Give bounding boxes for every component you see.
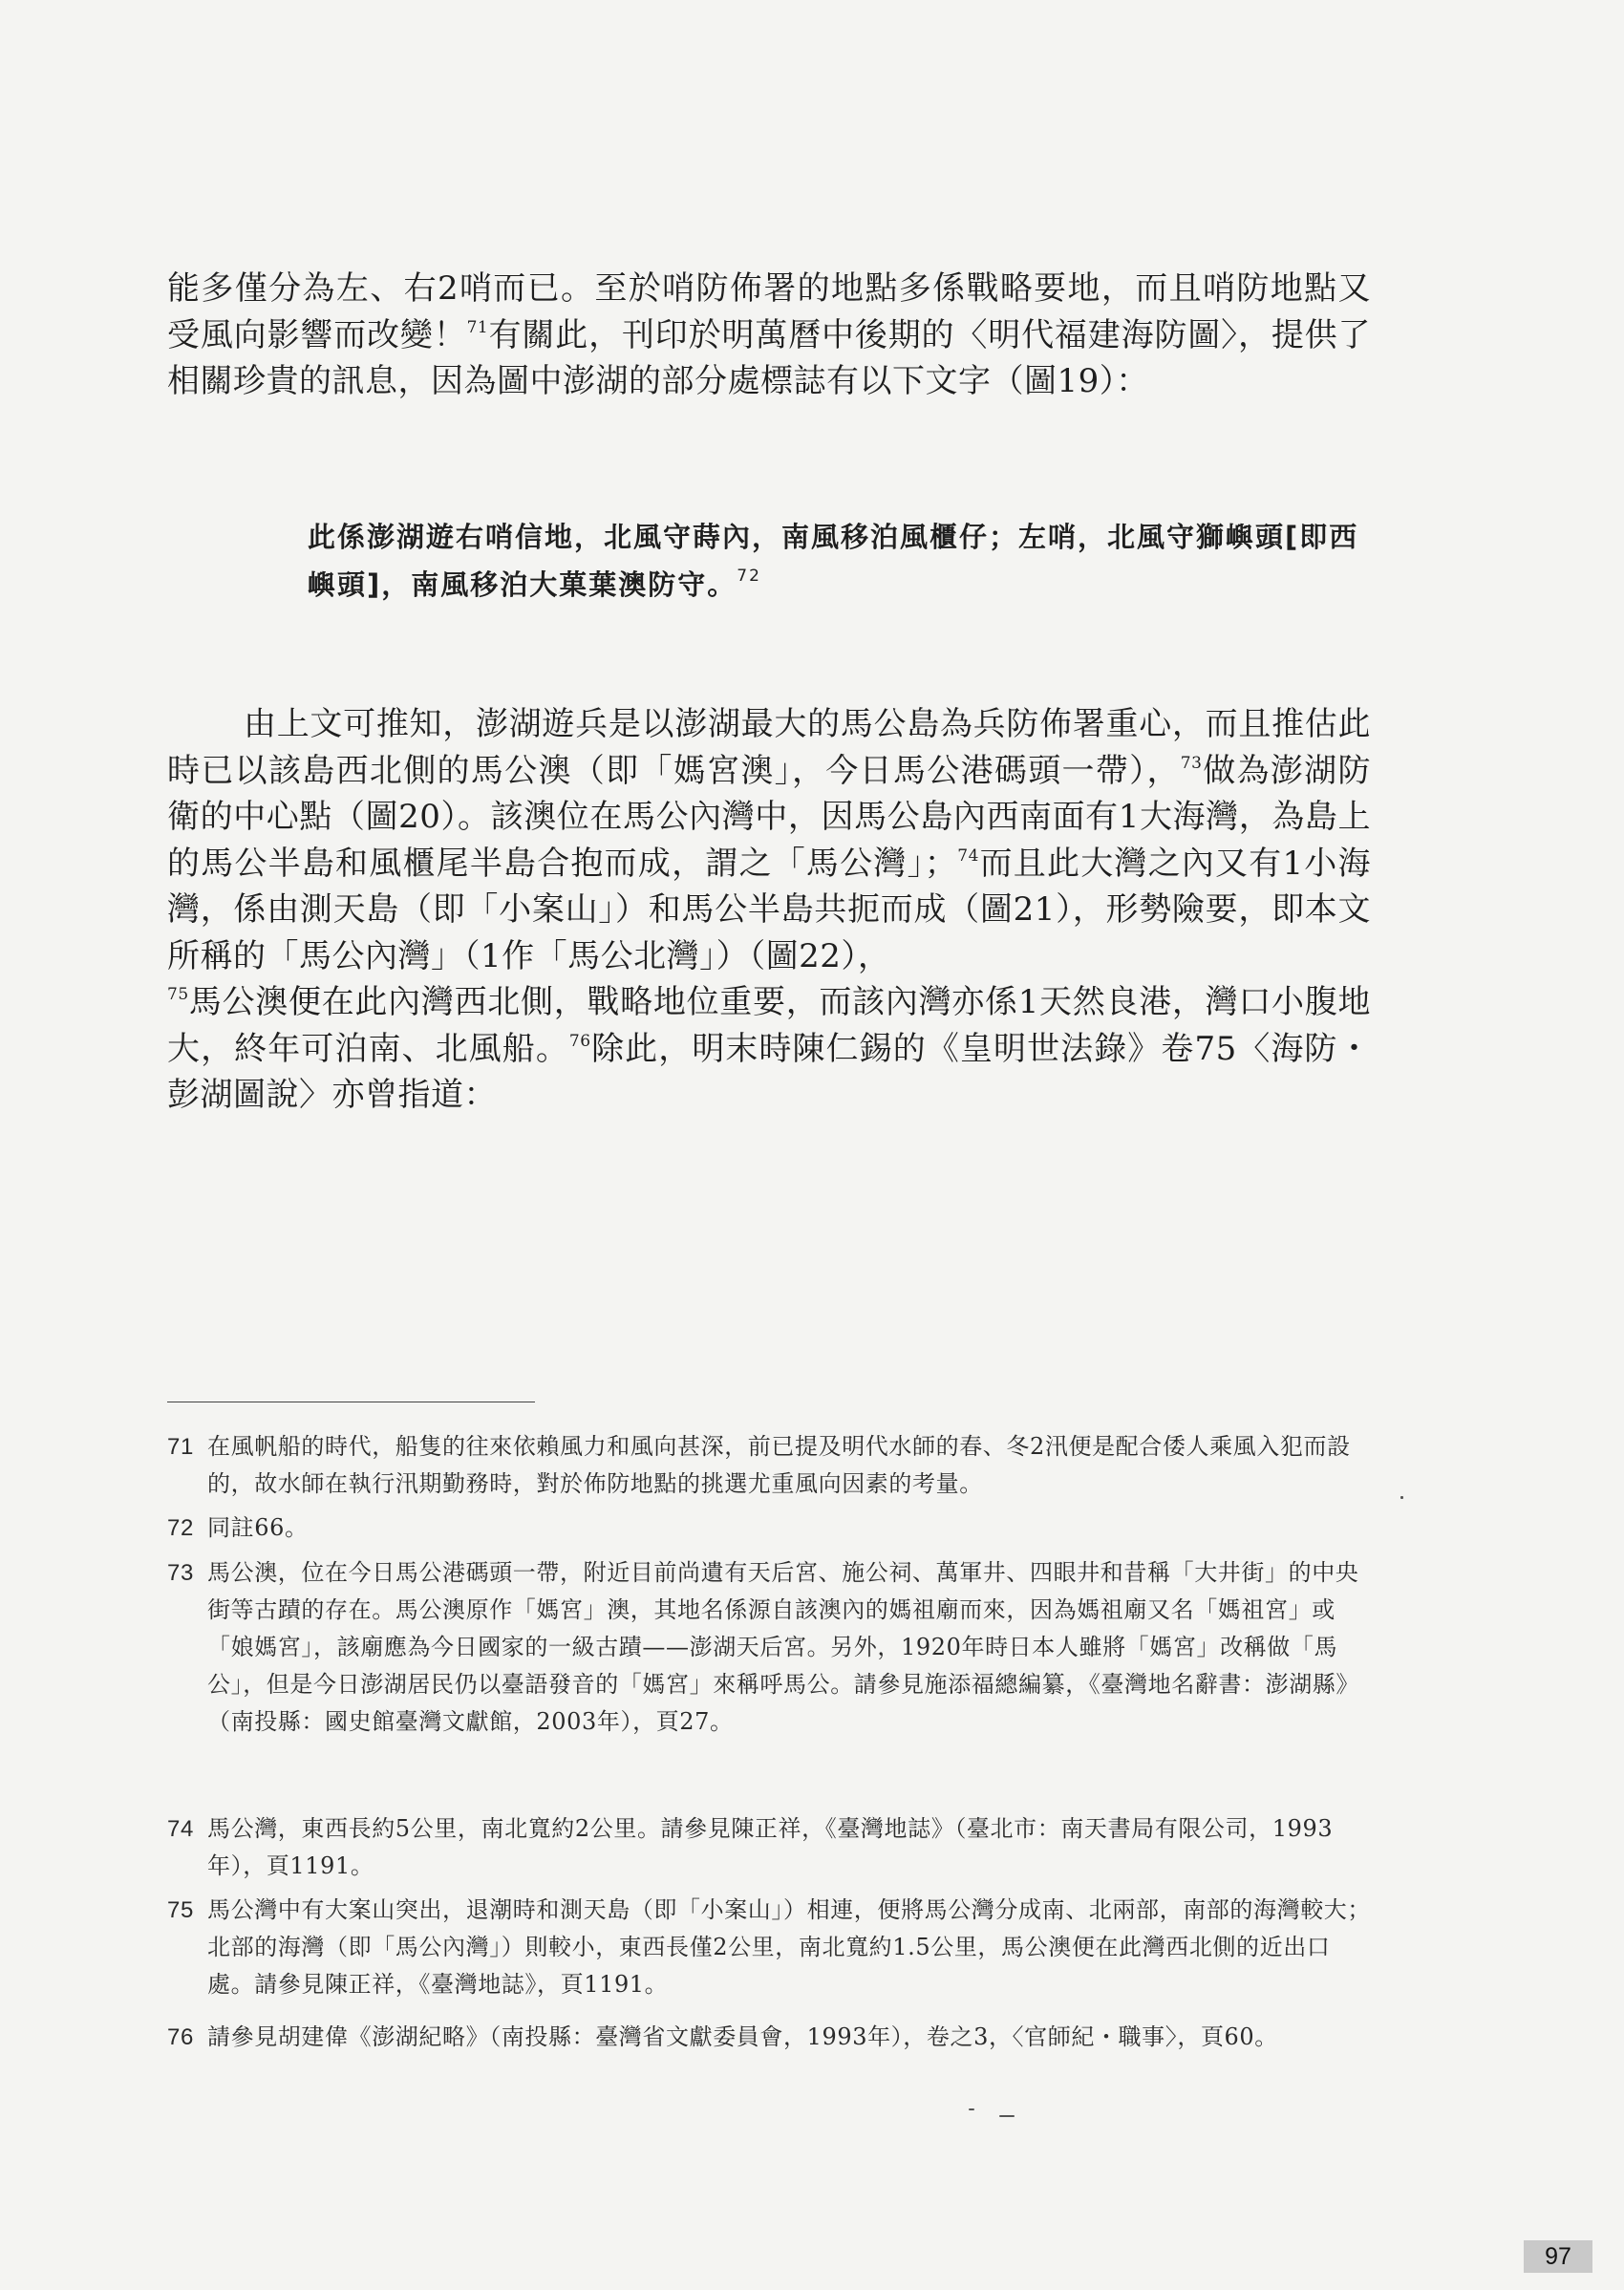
footnote-ref-76[interactable]: 76 (568, 1031, 591, 1051)
paragraph-text: 做為澎湖防衛的中心點（圖20）。該澳位在馬公內灣中，因馬公島內西南面有1大海灣，為島上的馬公半島和風櫃尾半島合抱而成，謂之「馬公灣」； (167, 751, 1371, 883)
quote-text: 此係澎湖遊右哨信地，北風守蒔內，南風移泊風櫃仔；左哨，北風守獅嶼頭[即西嶼頭]，南風移泊大菓葉澳防守。 (308, 521, 1359, 601)
footnote-text: 馬公澳，位在今日馬公港碼頭一帶，附近目前尚遺有天后宮、施公祠、萬軍井、四眼井和昔稱「大井街」的中央街等古蹟的存在。馬公澳原作「媽宮」澳，其地名係源自該澳內的媽祖廟而來，因為媽祖廟又名「媽祖宮」或「娘媽宮」，該廟應為今日國家的一級古蹟——澎湖天后宮。另外，1920年時日本人雖將「媽宮」改稱做「馬公」，但是今日澎湖居民仍以臺語發音的「媽宮」來稱呼馬公。請參見施添福總編纂，《臺灣地名辭書：澎湖縣》（南投縣：國史館臺灣文獻館，2003年），頁27。 (207, 1559, 1359, 1735)
scan-speck (999, 2115, 1015, 2117)
footnote-71 (167, 1428, 1376, 1503)
footnote-73 (167, 1554, 1376, 1741)
footnote-ref-73[interactable]: 73 (1180, 753, 1203, 773)
footnote-ref-74[interactable]: 74 (957, 845, 979, 866)
paragraph-text: 除此，明末時陳仁錫的《皇明世法錄》卷75〈海防・彭湖圖說〉亦曾指道： (167, 1029, 1371, 1114)
footnote-ref-71[interactable]: 71 (466, 317, 489, 337)
footnote-number: 74 (167, 1816, 194, 1842)
footnote-text: 馬公灣中有大案山突出，退潮時和測天島（即「小案山」）相連，便將馬公灣分成南、北兩部，南部的海灣較大；北部的海灣（即「馬公內灣」）則較小，東西長僅2公里，南北寬約1.5公里，馬公澳便在此灣西北側的近出口處。請參見陳正祥，《臺灣地誌》，頁1191。 (207, 1896, 1371, 1998)
paragraph-text: 能多僅分為左、右2哨而已。至於哨防佈署的地點多係戰略要地，而且哨防地點又受風向影響而改變！ (167, 269, 1371, 354)
footnote-text: 在風帆船的時代，船隻的往來依賴風力和風向甚深，前已提及明代水師的春、冬2汛便是配合倭人乘風入犯而設的，故水師在執行汛期勤務時，對於佈防地點的挑選尤重風向因素的考量。 (207, 1433, 1351, 1497)
footnote-75 (167, 1892, 1376, 2003)
paragraph-text: 而且此大灣之內又有1小海灣，係由測天島（即「小案山」）和馬公半島共扼而成（圖21），形勢險要，即本文所稱的「馬公內灣」（1作「馬公北灣」）（圖22）， (167, 844, 1371, 975)
footnote-text: 請參見胡建偉《澎湖紀略》（南投縣：臺灣省文獻委員會，1993年），卷之3，〈官師紀・職事〉，頁60。 (207, 2023, 1278, 2050)
footnote-74 (167, 1810, 1376, 1885)
footnote-number: 72 (167, 1515, 194, 1541)
scan-speck (1400, 1496, 1403, 1499)
footnote-76 (167, 2019, 1376, 2056)
footnote-ref-72[interactable]: 72 (737, 567, 761, 586)
paragraph-text: 由上文可推知，澎湖遊兵是以澎湖最大的馬公島為兵防佈署重心，而且推估此時已以該島西北側的馬公澳（即「媽宮澳」，今日馬公港碼頭一帶）， (167, 705, 1371, 790)
block-quote (308, 513, 1373, 609)
footnote-number: 76 (167, 2024, 194, 2050)
footnote-number: 71 (167, 1434, 194, 1460)
footnote-number: 75 (167, 1897, 194, 1923)
footnote-ref-75[interactable]: 75 (167, 985, 189, 1004)
paragraph-text: 有關此，刊印於明萬曆中後期的〈明代福建海防圖〉，提供了相關珍貴的訊息，因為圖中澎湖的部分處標誌有以下文字（圖19）： (167, 315, 1372, 400)
footnote-72 (167, 1509, 1376, 1547)
footnote-text: 同註66。 (207, 1514, 309, 1541)
paragraph-text: 馬公澳便在此內灣西北側，戰略地位重要，而該內灣亦係1天然良港，灣口小腹地大，終年可泊南、北風船。 (167, 983, 1371, 1068)
page-number: 97 (1524, 2240, 1592, 2273)
body-paragraph-2 (167, 701, 1371, 1119)
body-paragraph-1 (167, 266, 1371, 405)
scan-speck (969, 2108, 974, 2110)
footnote-number: 73 (167, 1560, 194, 1586)
footnote-text: 馬公灣，東西長約5公里，南北寬約2公里。請參見陳正祥，《臺灣地誌》（臺北市：南天書局有限公司，1993年），頁1191。 (207, 1815, 1334, 1879)
